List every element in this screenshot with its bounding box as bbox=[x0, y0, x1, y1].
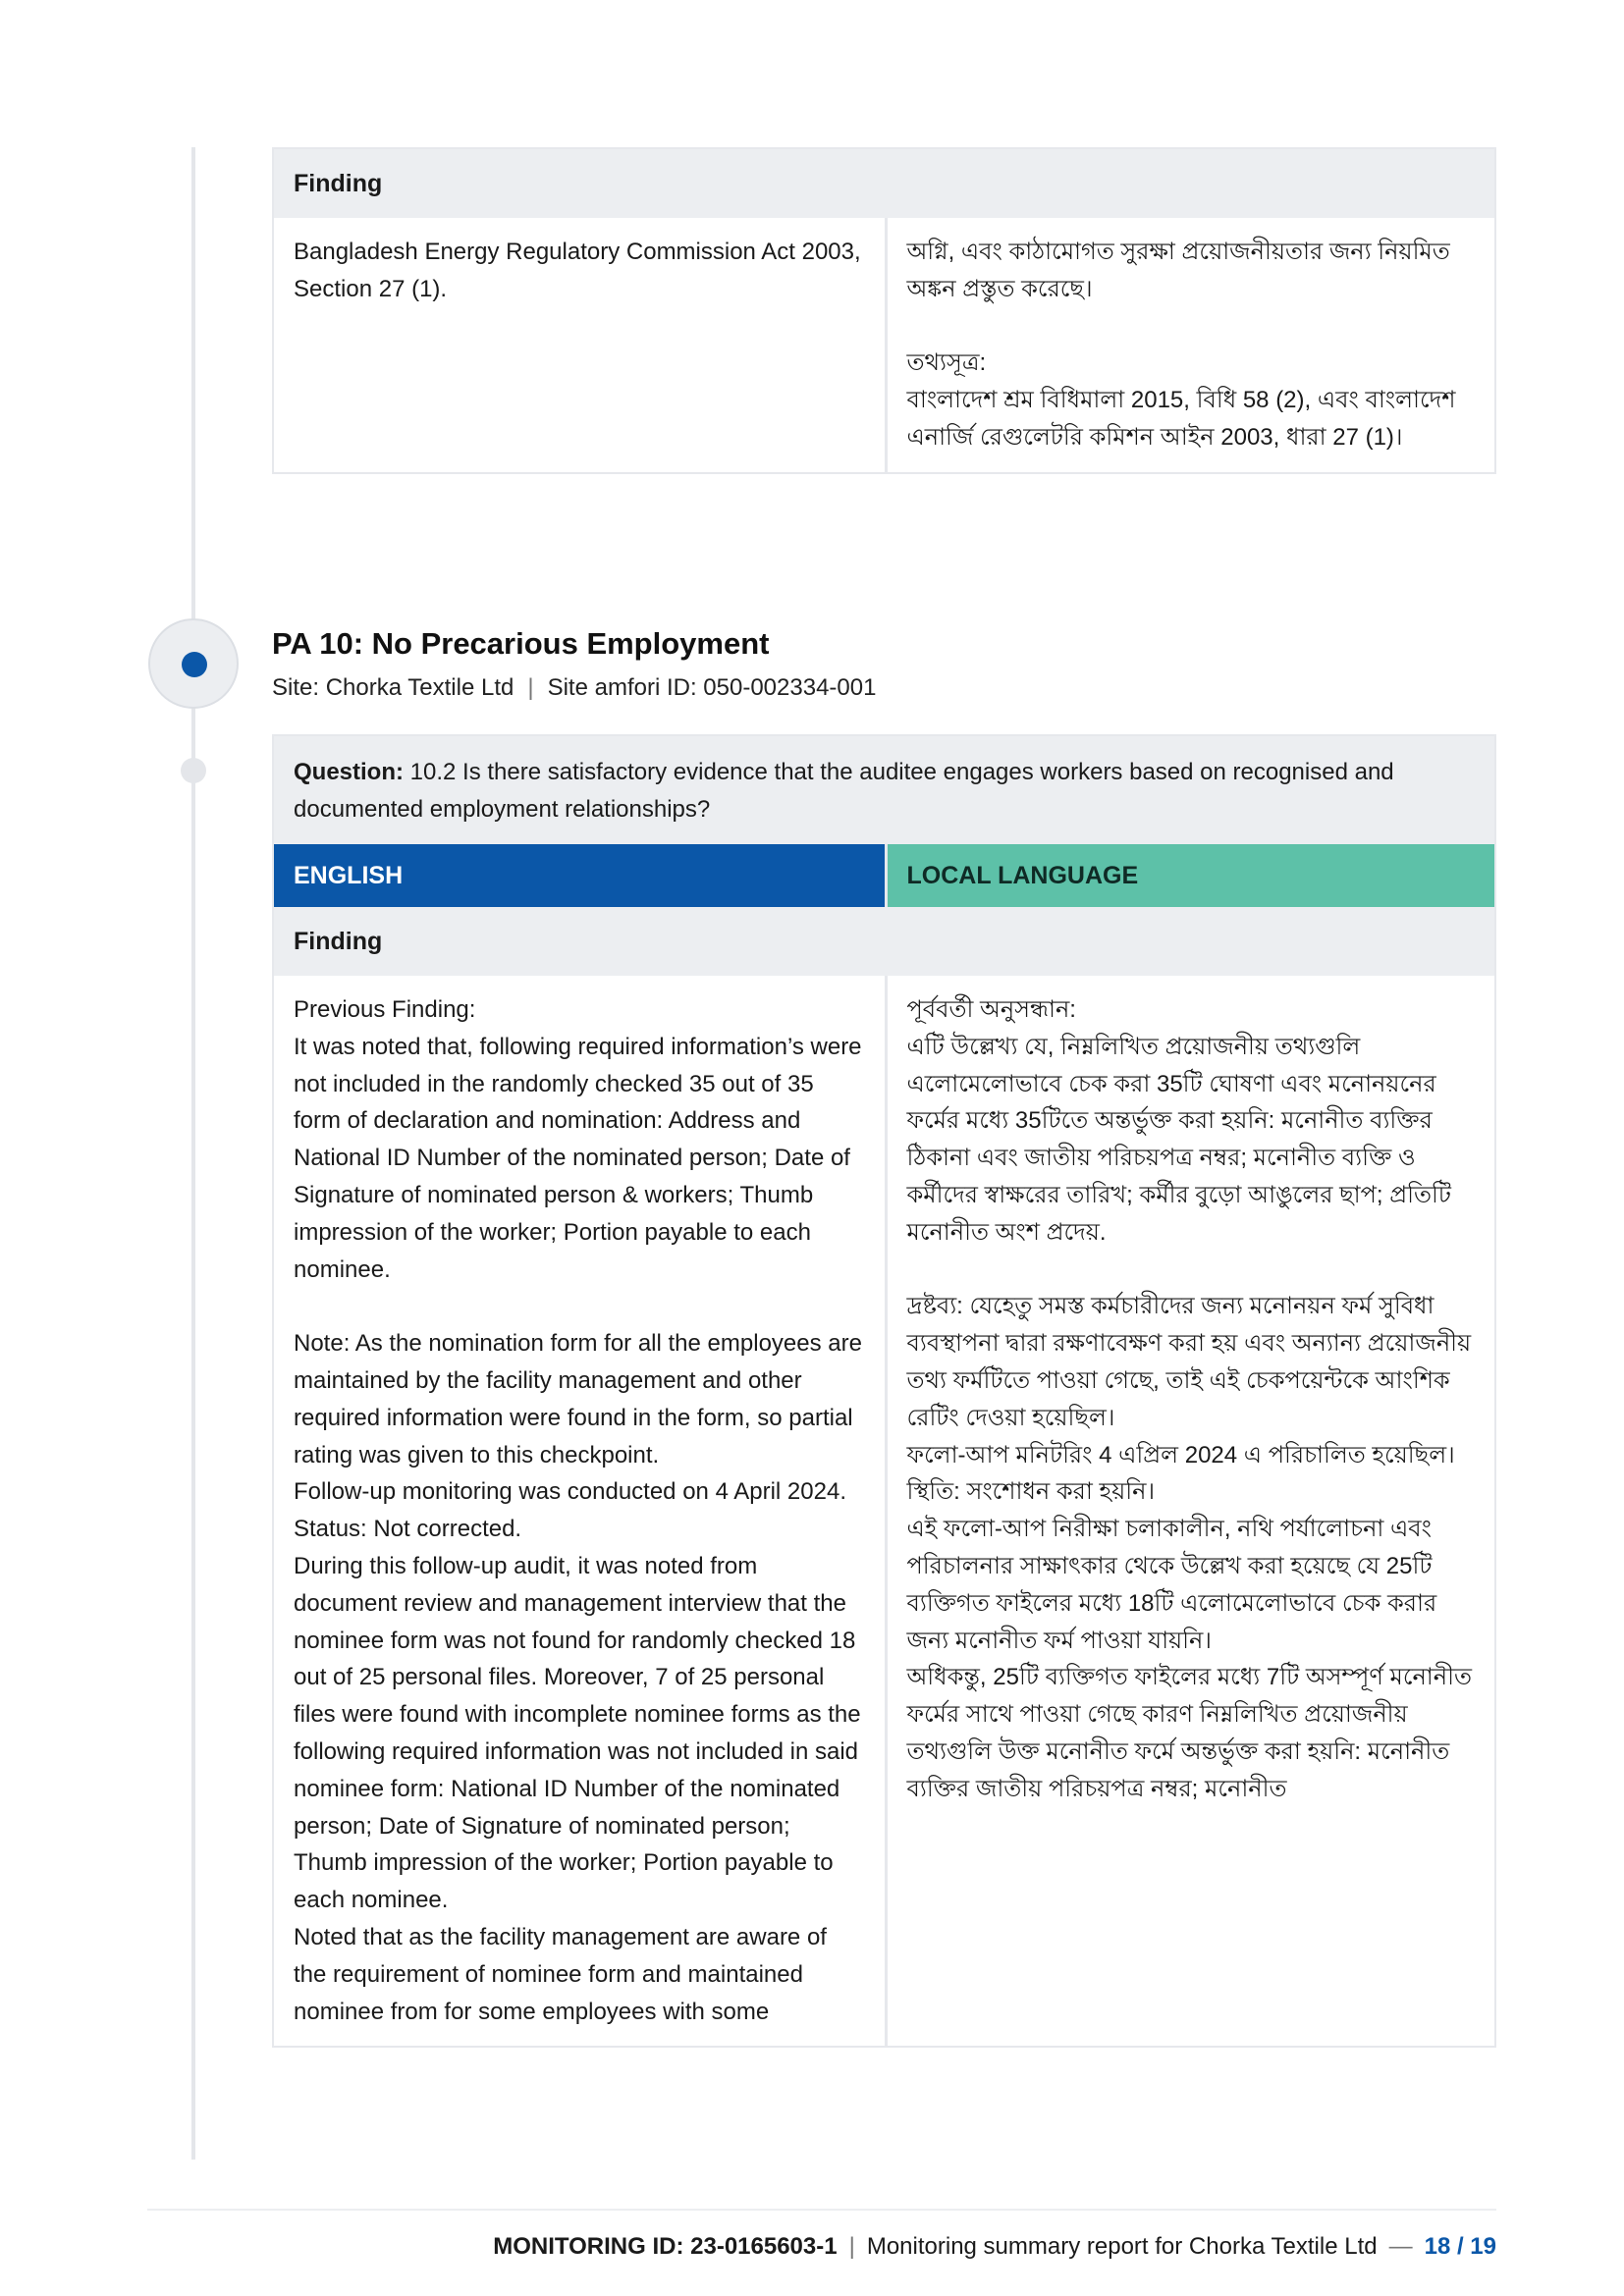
finding-header: Finding bbox=[274, 907, 1494, 976]
section-subtitle bbox=[272, 674, 876, 702]
finding-card-continued bbox=[272, 147, 1496, 474]
local-language-header: LOCAL LANGUAGE bbox=[885, 844, 1495, 907]
subtitle-separator: | bbox=[527, 674, 534, 701]
site-name: Site: Chorka Textile Ltd bbox=[272, 674, 514, 701]
site-id: Site amfori ID: 050-002334-001 bbox=[547, 674, 877, 701]
timeline-node bbox=[148, 618, 239, 709]
local-finding-text: অগ্নি, এবং কাঠামোগত সুরক্ষা প্রয়োজনীয়তার জন্য নিয়মিত অঙ্কন প্রস্তুত করেছে। তথ্যসূত্র: বাংলাদেশ শ্রম বিধিমালা 2015, বিধি 58 (2), এবং বাংলাদেশ এনার্জি রেগুলেটরি কমিশন আইন 2003, ধারা 27 (1)। bbox=[885, 218, 1495, 472]
monitoring-id: MONITORING ID: 23-0165603-1 bbox=[493, 2233, 838, 2260]
question-text: 10.2 Is there satisfactory evidence that the auditee engages workers based on recognised and documented employment relationships? bbox=[294, 759, 1394, 823]
report-title: Monitoring summary report for Chorka Textile Ltd bbox=[866, 2233, 1378, 2260]
timeline-dot bbox=[182, 652, 207, 677]
finding-row bbox=[274, 218, 1494, 472]
english-finding-text: Previous Finding: It was noted that, following required information’s were not included in the randomly checked 35 out of 35 form of declaration and nomination: Address and National ID Number of the nominated person; Date of Signature of nominated person & workers; Thumb impression of the worker; Portion payable to each nominee. Note: As the nomination form for all the employees are maintained by the facility management and other required information were found in the form, so partial rating was given to this checkpoint. Follow-up monitoring was conducted on 4 April 2024. Status: Not corrected. During this follow-up audit, it was noted from document review and management interview that the nominee form was not found for randomly checked 18 out of 25 personal files. Moreover, 7 of 25 personal files were found with incomplete nominee forms as the following required information was not included in said nominee form: National ID Number of the nominated person; Date of Signature of nominated person; Thumb impression of the worker; Portion payable to each nominee. Noted that as the facility management are aware of the requirement of nominee form and maintained nominee from for some employees with some bbox=[294, 996, 862, 2025]
footer-divider bbox=[147, 2209, 1496, 2211]
question-card bbox=[272, 734, 1496, 2048]
page-number: 18 / 19 bbox=[1424, 2233, 1496, 2260]
timeline-small-dot bbox=[181, 758, 206, 783]
finding-row bbox=[274, 976, 1494, 2046]
finding-header: Finding bbox=[274, 149, 1494, 218]
question-box bbox=[274, 736, 1494, 844]
local-finding-text: পূর্ববর্তী অনুসন্ধান: এটি উল্লেখ্য যে, নিম্নলিখিত প্রয়োজনীয় তথ্যগুলি এলোমেলোভাবে চেক করা 35টি ঘোষণা এবং মনোনয়নের ফর্মের মধ্যে 35টিতে অন্তর্ভুক্ত করা হয়নি: মনোনীত ব্যক্তির ঠিকানা এবং জাতীয় পরিচয়পত্র নম্বর; মনোনীত ব্যক্তি ও কর্মীদের স্বাক্ষরের তারিখ; কর্মীর বুড়ো আঙুলের ছাপ; প্রতিটি মনোনীত অংশ প্রদেয়. দ্রষ্টব্য: যেহেতু সমস্ত কর্মচারীদের জন্য মনোনয়ন ফর্ম সুবিধা ব্যবস্থাপনা দ্বারা রক্ষণাবেক্ষণ করা হয় এবং অন্যান্য প্রয়োজনীয় তথ্য ফর্মটিতে পাওয়া গেছে, তাই এই চেকপয়েন্টকে আংশিক রেটিং দেওয়া হয়েছিল। ফলো-আপ মনিটরিং 4 এপ্রিল 2024 এ পরিচালিত হয়েছিল। স্থিতি: সংশোধন করা হয়নি। এই ফলো-আপ নিরীক্ষা চলাকালীন, নথি পর্যালোচনা এবং পরিচালনার সাক্ষাৎকার থেকে উল্লেখ করা হয়েছে যে 25টি ব্যক্তিগত ফাইলের মধ্যে 18টি এলোমেলোভাবে চেক করার জন্য মনোনীত ফর্ম পাওয়া যায়নি। অধিকন্তু, 25টি ব্যক্তিগত ফাইলের মধ্যে 7টি অসম্পূর্ণ মনোনীত ফর্মের সাথে পাওয়া গেছে কারণ নিম্নলিখিত প্রয়োজনীয় তথ্যগুলি উক্ত মনোনীত ফর্মে অন্তর্ভুক্ত করা হয়নি: মনোনীত ব্যক্তির জাতীয় পরিচয়পত্র নম্বর; মনোনীত bbox=[885, 976, 1495, 2046]
footer-separator: | bbox=[848, 2233, 855, 2260]
language-header-row bbox=[274, 844, 1494, 907]
footer-dash: — bbox=[1388, 2233, 1413, 2260]
question-label: Question: bbox=[294, 759, 404, 785]
english-header: ENGLISH bbox=[274, 844, 885, 907]
page-footer bbox=[493, 2233, 1496, 2261]
timeline-line bbox=[191, 147, 195, 2160]
section-title: PA 10: No Precarious Employment bbox=[272, 626, 770, 661]
english-finding-text: Bangladesh Energy Regulatory Commission Act 2003, Section 27 (1). bbox=[294, 239, 868, 302]
